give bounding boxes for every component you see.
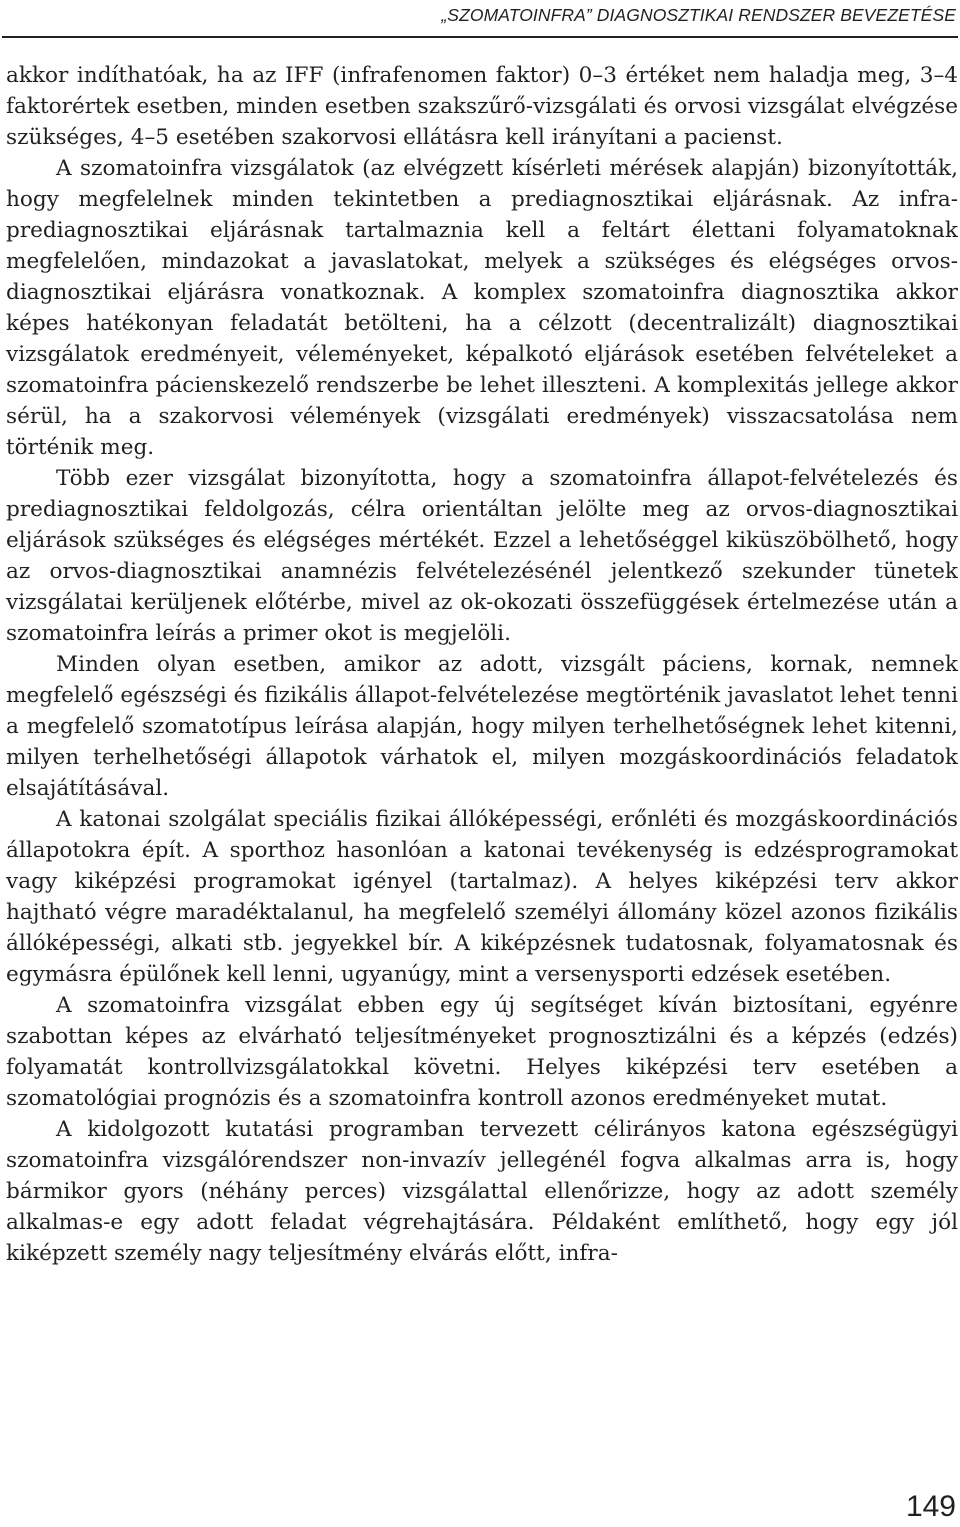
body-text: [6, 60, 958, 1269]
paragraph: Minden olyan esetben, amikor az adott, vizsgált páciens, kornak, nemnek megfelelő egészségi és fizikális állapot-felvételezése megtörténik javaslatot lehet tenni a megfelelő szomatotípus leírása alapján, hogy milyen terhelhetőségnek lehet kitenni, milyen terhelhetőségi állapotok várhatok el, milyen mozgáskoordinációs feladatok elsajátításával.: [6, 652, 958, 801]
running-header: „SZOMATOINFRA” DIAGNOSZTIKAI RENDSZER BEVEZETÉSE: [441, 5, 956, 25]
page-number: 149: [905, 1490, 956, 1523]
paragraph: A szomatoinfra vizsgálat ebben egy új segítséget kíván biztosítani, egyénre szabottan képes az elvárható teljesítményeket prognosztizálni és a képzés (edzés) folyamatát kontrollvizsgálatokkal követni. Helyes kiképzési terv esetében a szomatológiai prognózis és a szomatoinfra kontroll azonos eredményeket mutat.: [6, 993, 958, 1111]
paragraph-continuation: akkor indíthatóak, ha az IFF (infrafenomen faktor) 0–3 értéket nem haladja meg, 3–4 faktorértek esetben, minden esetben szakszűrő-vizsgálati és orvosi vizsgálat elvégzése szükséges, 4–5 esetében szakorvosi ellátásra kell irányítani a pacienst.: [6, 63, 958, 150]
paragraph: Több ezer vizsgálat bizonyította, hogy a szomatoinfra állapot-felvételezés és prediagnosztikai feldolgozás, célra orientáltan jelölte meg az orvos-diagnosztikai eljárások szükséges és elégséges mértékét. Ezzel a lehetőséggel kiküszöbölhető, hogy az orvos-diagnosztikai anamnézis felvételezésénél jelentkező szekunder tünetek vizsgálatai kerüljenek előtérbe, mivel az ok-okozati összefüggések értelmezése után a szomatoinfra leírás a primer okot is megjelöli.: [6, 466, 958, 646]
paragraph: A kidolgozott kutatási programban tervezett célirányos katona egészségügyi szomatoinfra vizsgálórendszer non-invazív jellegénél fogva alkalmas arra is, hogy bármikor gyors (néhány perces) vizsgálattal ellenőrizze, hogy az adott személy alkalmas-e egy adott feladat végrehajtására. Példaként említhető, hogy egy jól kiképzett személy nagy teljesítmény elvárás előtt, infra-: [6, 1117, 958, 1266]
paragraph: A katonai szolgálat speciális fizikai állóképességi, erőnléti és mozgáskoordinációs állapotokra épít. A sporthoz hasonlóan a katonai tevékenység is edzésprogramokat vagy kiképzési programokat igényel (tartalmaz). A helyes kiképzési terv akkor hajtható végre maradéktalanul, ha megfelelő személyi állomány közel azonos fizikális állóképességi, alkati stb. jegyekkel bír. A kiképzésnek tudatosnak, folyamatosnak és egymásra épülőnek kell lenni, ugyanúgy, mint a versenysporti edzések esetében.: [6, 807, 958, 987]
header-rule: [2, 36, 958, 38]
paragraph: A szomatoinfra vizsgálatok (az elvégzett kísérleti mérések alapján) bizonyították, hogy megfelelnek minden tekintetben a prediagnosztikai eljárásnak. Az infra-prediagnosztikai eljárásnak tartalmaznia kell a feltárt élettani folyamatoknak megfelelően, mindazokat a javaslatokat, melyek a szükséges és elégséges orvos-diagnosztikai eljárásra vonatkoznak. A komplex szomatoinfra diagnosztika akkor képes hatékonyan feladatát betölteni, ha a célzott (decentralizált) diagnosztikai vizsgálatok eredményeit, véleményeket, képalkotó eljárások esetében felvételeket a szomatoinfra pácienskezelő rendszerbe be lehet illeszteni. A komplexitás jellege akkor sérül, ha a szakorvosi vélemények (vizsgálati eredmények) visszacsatolása nem történik meg.: [6, 156, 958, 460]
